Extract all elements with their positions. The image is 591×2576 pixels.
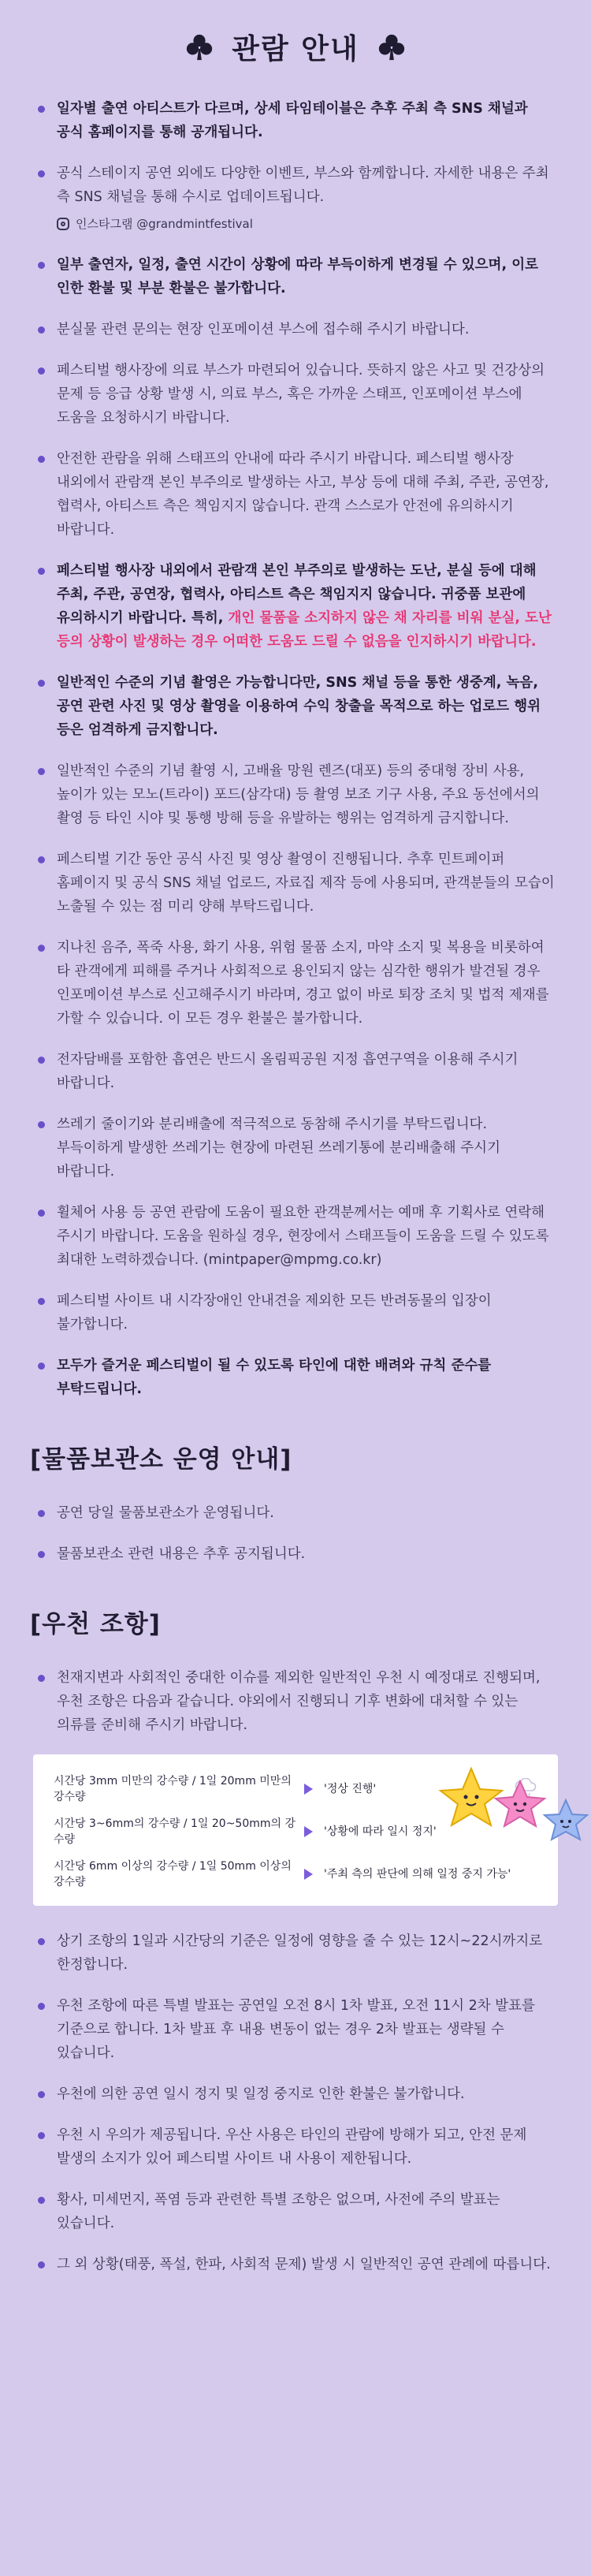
storage-list — [33, 1501, 558, 1566]
blue-star-icon — [545, 1800, 587, 1840]
list-item: 지나친 음주, 폭죽 사용, 화기 사용, 위험 물품 소지, 마약 소지 및 복용을 비롯하여 타 관객에게 피해를 주거나 사회적으로 용인되지 않는 심각한 행위가 발견될 경우 인포메이션 부스로 신고해주시기 바라며, 경고 없이 바로 퇴장 조치 및 법적 제재를 가할 수 있습니다. 이 모든 경우 환불은 불가합니다. — [33, 936, 558, 1031]
list-item: 황사, 미세먼지, 폭염 등과 관련한 특별 조항은 없으며, 사전에 주의 발표는 있습니다. — [33, 2188, 558, 2235]
list-item: 일부 출연자, 일정, 출연 시간이 상황에 따라 부득이하게 변경될 수 있으며, 이로 인한 환불 및 부분 환불은 불가합니다. — [33, 253, 558, 300]
list-item: 분실물 관련 문의는 현장 인포메이션 부스에 접수해 주시기 바랍니다. — [33, 318, 558, 341]
list-item: 그 외 상황(태풍, 폭설, 한파, 사회적 문제) 발생 시 일반적인 공연 관례에 따릅니다. — [33, 2253, 558, 2276]
list-item: 일자별 출연 아티스트가 다르며, 상세 타임테이블은 추후 주최 측 SNS 채널과 공식 홈페이지를 통해 공개됩니다. — [33, 97, 558, 144]
list-item: 페스티벌 행사장 내외에서 관람객 본인 부주의로 발생하는 도난, 분실 등에 대해 주최, 주관, 공연장, 협력사, 아티스트 측은 책임지지 않습니다. 귀중품 보관에 유의하시기 바랍니다. 특히, 개인 물품을 소지하지 않은 채 자리를 비워 분실, 도난 등의 상황이 발생하는 경우 어떠한 도움도 드릴 수 없음을 인지하시기 바랍니다. — [33, 559, 558, 654]
list-item: 페스티벌 기간 동안 공식 사진 및 영상 촬영이 진행됩니다. 추후 민트페이퍼 홈페이지 및 공식 SNS 채널 업로드, 자료집 제작 등에 사용되며, 관객분들의 모습이 노출될 수 있는 점 미리 양해 부탁드립니다. — [33, 848, 558, 919]
list-item: 모두가 즐거운 페스티벌이 될 수 있도록 타인에 대한 배려와 규칙 준수를 부탁드립니다. — [33, 1354, 558, 1401]
list-item: 쓰레기 줄이기와 분리배출에 적극적으로 동참해 주시기를 부탁드립니다. 부득이하게 발생한 쓰레기는 현장에 마련된 쓰레기통에 분리배출해 주시기 바랍니다. — [33, 1113, 558, 1184]
rain-intro-list — [33, 1666, 558, 1737]
instagram-link[interactable]: 인스타그램 @grandmintfestival — [57, 212, 558, 236]
notice-list — [33, 97, 558, 1401]
clover-icon — [377, 32, 407, 62]
list-item: 우천 조항에 따른 특별 발표는 공연일 오전 8시 1차 발표, 오전 11시 2차 발표를 기준으로 합니다. 1차 발표 후 내용 변동이 없는 경우 2차 발표는 생략될 수 있습니다. — [33, 1994, 558, 2065]
list-item: 휠체어 사용 등 공연 관람에 도움이 필요한 관객분께서는 예매 후 기획사로 연락해 주시기 바랍니다. 도움을 원하실 경우, 현장에서 스태프들이 도움을 드릴 수 있도록 최대한 노력하겠습니다. (mintpaper@mpmg.co.kr) — [33, 1201, 558, 1272]
clover-icon — [184, 32, 214, 62]
storage-section-title: [물품보관소 운영 안내] — [30, 1445, 292, 1474]
rain-list — [33, 1929, 558, 2276]
page-title: 관람 안내 — [232, 33, 359, 65]
rain-row: 시간당 3~6mm의 강수량 / 1일 20~50mm의 강수량 '상황에 따라 일시 정지' — [54, 1817, 437, 1846]
list-item: 일반적인 수준의 기념 촬영 시, 고배율 망원 렌즈(대포) 등의 중대형 장비 사용, 높이가 있는 모노(트라이) 포드(삼각대) 등 촬영 보조 기구 사용, 주요 동선에서의 촬영 등 타인 시야 및 통행 방해 등을 유발하는 행위는 엄격하게 금지합니다. — [33, 759, 558, 830]
rain-row: 시간당 3mm 미만의 강수량 / 1일 20mm 미만의 강수량 '정상 진행' — [54, 1775, 377, 1803]
list-item: 우천 시 우의가 제공됩니다. 우산 사용은 타인의 관람에 방해가 되고, 안전 문제 발생의 소지가 있어 페스티벌 사이트 내 사용이 제한됩니다. — [33, 2123, 558, 2171]
list-item: 공연 당일 물품보관소가 운영됩니다. — [33, 1501, 558, 1525]
list-item: 일반적인 수준의 기념 촬영은 가능합니다만, SNS 채널 등을 통한 생중계, 녹음, 공연 관련 사진 및 영상 촬영을 이용하여 수익 창출을 목적으로 하는 업로드 행위 등은 엄격하게 금지합니다. — [33, 671, 558, 742]
list-item: 안전한 관람을 위해 스태프의 안내에 따라 주시기 바랍니다. 페스티벌 행사장 내외에서 관람객 본인 부주의로 발생하는 사고, 부상 등에 대해 주최, 주관, 공연장, 협력사, 아티스트 측은 책임지지 않습니다. 관객 스스로가 안전에 유의하시기 바랍니다. — [33, 447, 558, 542]
list-item: 우천에 의한 공연 일시 정지 및 일정 중지로 인한 환불은 불가합니다. — [33, 2082, 558, 2106]
list-item: 천재지변과 사회적인 중대한 이슈를 제외한 일반적인 우천 시 예정대로 진행되며, 우천 조항은 다음과 같습니다. 야외에서 진행되니 기후 변화에 대처할 수 있는 의류를 준비해 주시기 바랍니다. — [33, 1666, 558, 1737]
list-item: 페스티벌 사이트 내 시각장애인 안내견을 제외한 모든 반려동물의 입장이 불가합니다. — [33, 1289, 558, 1336]
star-characters-illustration — [432, 1762, 589, 1865]
yellow-star-icon — [440, 1769, 502, 1825]
list-item: 공식 스테이지 공연 외에도 다양한 이벤트, 부스와 함께합니다. 자세한 내용은 주최 측 SNS 채널을 통해 수시로 업데이트됩니다. 인스타그램 @grandmintfestival — [33, 162, 558, 236]
highlight-text: 개인 물품을 소지하지 않은 채 자리를 비워 분실, 도난 등의 상황이 발생하는 경우 어떠한 도움도 드릴 수 없음을 인지하시기 바랍니다. — [57, 610, 552, 650]
rain-row: 시간당 6mm 이상의 강수량 / 1일 50mm 이상의 강수량 '주최 측의 판단에 의해 일정 중지 가능' — [54, 1860, 511, 1888]
title-row — [33, 27, 558, 67]
arrow-right-icon — [304, 1784, 313, 1795]
arrow-right-icon — [304, 1826, 313, 1837]
pink-star-icon — [496, 1781, 545, 1826]
list-item: 물품보관소 관련 내용은 추후 공지됩니다. — [33, 1542, 558, 1566]
rain-section-title: [우천 조항] — [30, 1610, 161, 1638]
instagram-icon — [57, 218, 69, 230]
list-item: 상기 조항의 1일과 시간당의 기준은 일정에 영향을 줄 수 있는 12시~22시까지로 한정합니다. — [33, 1929, 558, 1977]
list-item: 전자담배를 포함한 흡연은 반드시 올림픽공원 지정 흡연구역을 이용해 주시기 바랍니다. — [33, 1048, 558, 1095]
arrow-right-icon — [304, 1869, 313, 1880]
list-item: 페스티벌 행사장에 의료 부스가 마련되어 있습니다. 뜻하지 않은 사고 및 건강상의 문제 등 응급 상황 발생 시, 의료 부스, 혹은 가까운 스태프, 인포메이션 부스에 도움을 요청하시기 바랍니다. — [33, 359, 558, 430]
